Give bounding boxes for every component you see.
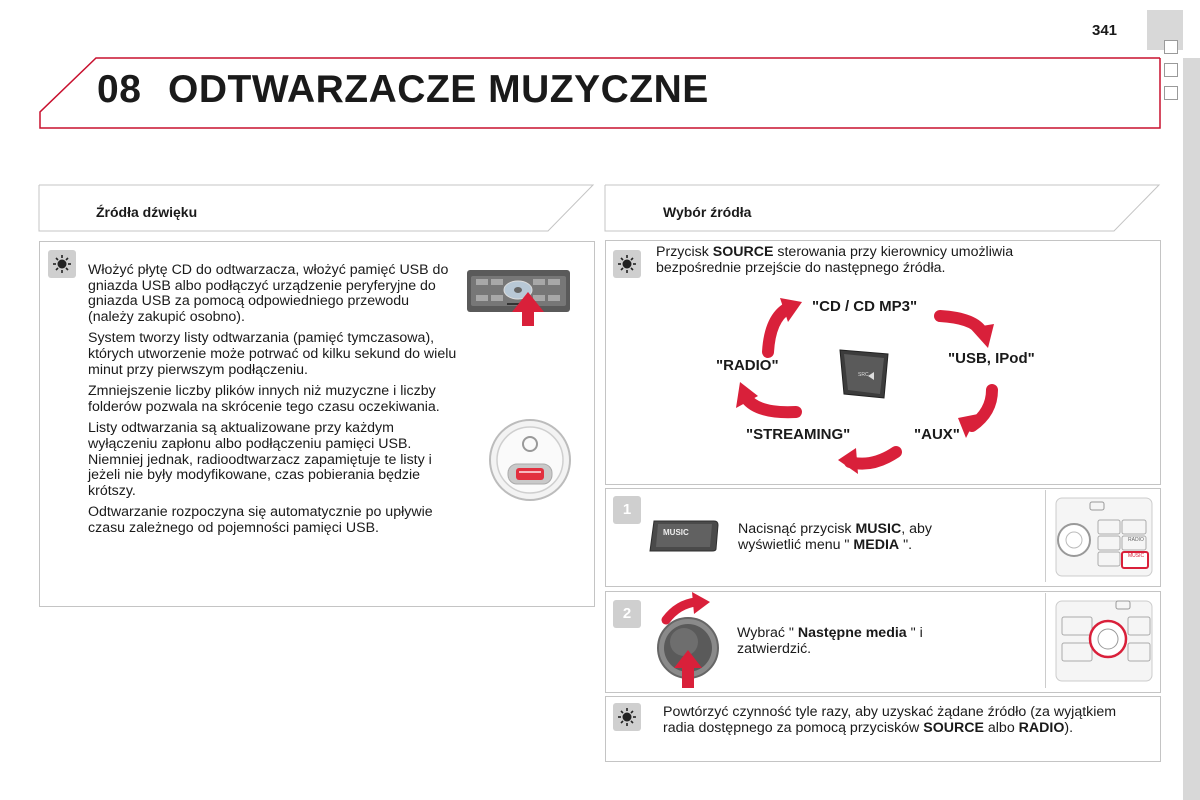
cycle-label-aux: "AUX"	[914, 426, 960, 443]
intro-post: sterowania przy kierownicy umożliwia bezpośrednie przejście do następnego źródła.	[656, 244, 1014, 276]
footer-bold1: SOURCE	[923, 719, 984, 736]
paragraph: Listy odtwarzania są aktualizowane przy każdym wyłączeniu zapłonu albo podłączeniu pamięci USB. Niemniej jednak, radioodtwarzacz zapamiętuje te listy i jeżeli nie były modyfikowane, czas pobierania będzie krótszy.	[88, 420, 432, 499]
panel-illustration-2	[1045, 593, 1158, 688]
intro-pre: Przycisk	[656, 244, 713, 260]
step1-bold2: MEDIA	[853, 536, 900, 553]
right-section-heading: Wybór źródła	[663, 204, 752, 220]
step2-pre: Wybrać "	[737, 625, 798, 641]
panel-radio-label: RADIO	[1128, 537, 1144, 543]
footer-text	[663, 705, 1148, 736]
tip-icon	[613, 250, 641, 278]
panel-illustration-1	[1045, 490, 1158, 582]
cycle-label-radio: "RADIO"	[716, 357, 779, 374]
side-strip	[1183, 58, 1200, 800]
step1-post: ".	[899, 536, 913, 553]
paragraph: Włożyć płytę CD do odtwarzacza, włożyć pamięć USB do gniazda USB albo podłączyć urządzenie peryferyjne do gniazda USB za pomocą odpowiedniego przewodu (należy zakupić osobno).	[88, 262, 449, 325]
step-1-text	[738, 522, 998, 553]
red-arrow-icon	[510, 290, 546, 328]
cycle-label-streaming: "STREAMING"	[746, 426, 851, 443]
step-2-number: 2	[613, 600, 641, 628]
panel-music-label: MUSIC	[1128, 553, 1145, 559]
step-2-text	[737, 626, 997, 657]
source-button-icon	[836, 348, 892, 405]
music-button-label: MUSIC	[663, 528, 689, 537]
left-section-heading: Źródła dźwięku	[96, 204, 198, 220]
tip-icon	[613, 703, 641, 731]
cycle-label-cd: "CD / CD MP3"	[812, 298, 918, 315]
paragraph: Zmniejszenie liczby plików innych niż muzyczne i liczby folderów pozwala na skrócenie tego czasu oczekiwania.	[88, 383, 440, 415]
intro-text	[656, 245, 1076, 276]
usb-port-icon	[488, 418, 572, 507]
cycle-label-usb: "USB, IPod"	[948, 350, 1035, 367]
footer-mid: albo	[983, 719, 1019, 736]
paragraph: System tworzy listy odtwarzania (pamięć tymczasowa), których utworzenie może potrwać od kilku sekund do wielu minut przy pierwszym podłączeniu.	[88, 330, 457, 378]
chapter-title: ODTWARZACZE MUZYCZNE	[168, 68, 709, 111]
footer-post: ).	[1064, 719, 1074, 736]
step2-bold: Następne media	[797, 625, 907, 641]
chapter-number: 08	[97, 68, 142, 111]
paragraph: Odtwarzanie rozpoczyna się automatycznie po upływie czasu zależnego od pojemności pamięci USB.	[88, 504, 433, 536]
step2-post: " i zatwierdzić.	[737, 625, 923, 657]
footer-pre: Powtórzyć czynność tyle razy, aby uzyskać żądane źródło (za wyjątkiem radia dostępnego za pomocą przycisków	[663, 704, 1117, 736]
step1-bold1: MUSIC	[855, 521, 902, 537]
left-text-block	[88, 263, 458, 543]
footer-bold2: RADIO	[1018, 719, 1065, 736]
page-number: 341	[1092, 22, 1118, 39]
step-1-number: 1	[613, 496, 641, 524]
tip-icon	[48, 250, 76, 278]
rotary-knob-icon	[656, 590, 722, 695]
intro-bold: SOURCE	[712, 244, 774, 260]
step1-mid: , aby wyświetlić menu "	[738, 521, 932, 553]
svg-text:SRC: SRC	[858, 372, 869, 378]
step1-pre: Nacisnąć przycisk	[738, 521, 856, 537]
